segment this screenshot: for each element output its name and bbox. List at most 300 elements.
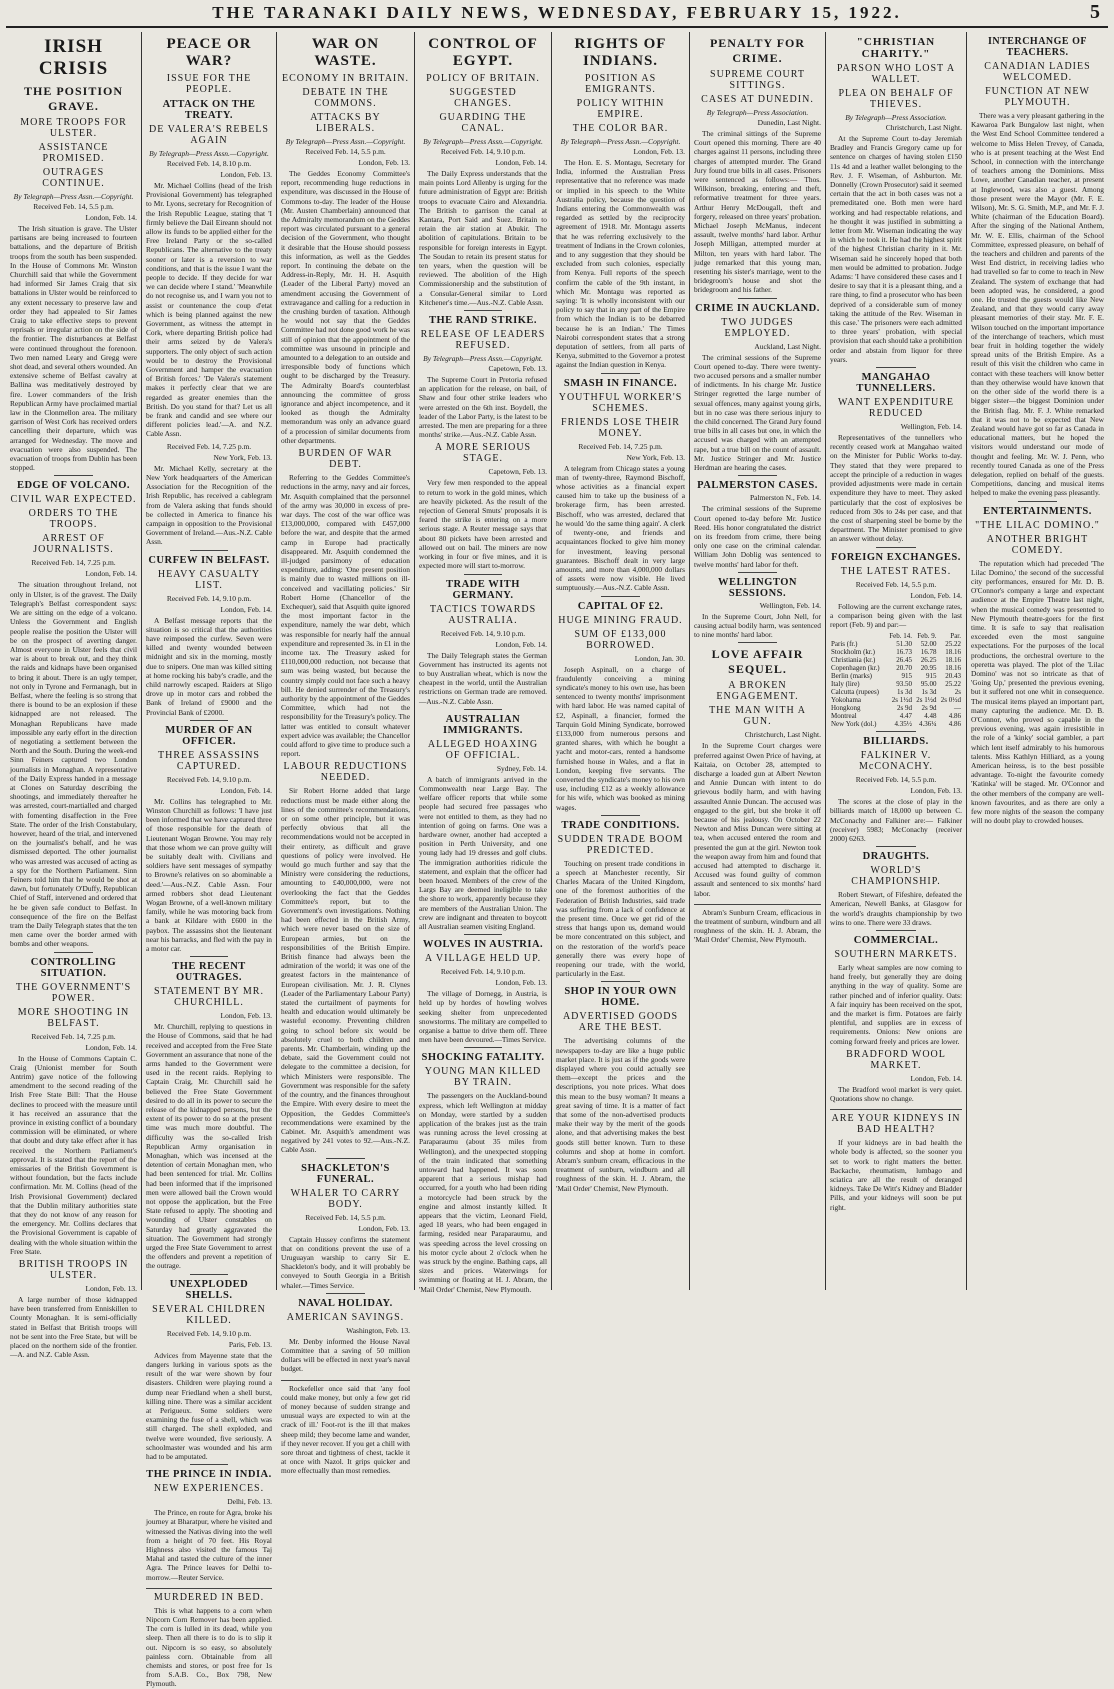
dateline: London, Feb. 14. [85,569,137,579]
section-subheading: THE GOVERNMENT'S POWER. [15,981,132,1004]
article-body: Robert Stewart, of Fifeshire, defeated the American, Newell Banks, at Glasgow for the world's draughts championship by two wins to one. There were 33 draws. [830,890,962,927]
rate-cell: 4.48 [924,712,937,721]
table-row [830,704,962,712]
subheadline: THE POSITION GRAVE. [23,84,124,113]
dateline: Christchurch, Last Night. [885,123,962,132]
rate-cell: 26.45 [896,656,912,665]
divider [146,1588,272,1589]
section-subheading: SUDDEN TRADE BOOM PREDICTED. [557,833,684,856]
section-heading: CAPITAL OF £2. [577,600,664,612]
dateline: London, Feb. 13. [220,170,272,179]
article-body: Captain Hussey confirms the statement that on conditions prevent the use of a Uruguayan warship to carry Sir E. Shackleton's body, and it will probably be conveyed to South Georgia in a British whaler.—Times Service. [281,1234,410,1290]
section-heading: SMASH IN FINANCE. [563,377,678,389]
dateline: London, Jan. 30. [634,653,685,663]
dateline: London, Feb. 14. [495,639,547,649]
table-header: Feb. 9. [917,632,937,641]
article-body: In the Supreme Court charges were preferred against Owen Price of having, at Kaitaia, on October 28, attempted to discharge a loaded gun at Albert Newton and Annie Duncan with intent to do grievous bodily harm, and with having assaulted Annie Duncan. The accused was engaged to the girl, but she broke it off because of his jealousy. On October 22 Newton and Miss Duncan were sitting at tea, when accused entered the room and presented the gun at the girl. Newton took the weapon away from him and found that accused had attempted to discharge it. Accused was found guilty of common assault and sentenced to six months' hard labor. [694,741,821,898]
subheadline: DE VALERA'S REBELS AGAIN [148,124,269,146]
headline: "CHRISTIAN CHARITY." [856,36,936,60]
dateline: Wellington, Feb. 14. [759,600,821,610]
section-heading: DRAUGHTS. [862,851,930,863]
divider [738,475,776,476]
rate-cell: 2s 9d [897,704,912,713]
article-body: Following are the current exchange rates, a comparison being given with the last report (Feb. 9) and par:— [830,601,962,629]
rate-cell: 26.25 [920,656,937,665]
article-body: The village of Dornegg, in Austria, is held up by hordes of howling wolves seeking shelter from unprecedented snowstorms. The military are compelled to organise a battue to drive them off. Three men have been devoured.—Times Service. [419,989,547,1045]
section-subheading: CIVIL WAR EXPECTED. [10,494,137,506]
article-body: The scores at the close of play in the billiards match of 18,000 up between C. McConachy and Falkiner are:— Falkiner (receiver) 5983; McConachy (receiver 2000) 6263. [830,797,962,843]
received-time: Received Feb. 14, 9.10 p.m. [166,1328,252,1338]
divider [54,475,92,476]
section-subheading: TACTICS TOWARDS AUSTRALIA. [429,603,537,626]
subheadline: CANADIAN LADIES WELCOMED. [984,61,1091,83]
article-body: Mr. Churchill, replying to questions in the House of Commons, said that he had received and accepted from the Free State Government an assurance that none of the arms handed to the Government were used in the recent raids. Replying to Captain Craig, Mr. Churchill said he believed the Free State Government desired to do all in its power to secure the release of the kidnapped persons, but the extent of its power to do so at the present time was much more doubtful. The difficulty was the so-called Irish Republican Army organisation in Monaghan, which was incensed at the detention of certain Monaghan men, who had been sentenced for trial. Mr. Collins had been informed that if the imprisoned men were allowed bail the Crown would not oppose the application, but the Free State refused to apply. The shooting and wounding of Ulster constables on Saturday had greatly aggravated the situation. The Government had strongly urged the Free State Government to arrest the offenders and prevent a repetition of the outrage. [146,1022,272,1271]
section-subheading: ANOTHER BRIGHT COMEDY. [986,533,1089,556]
section-subheading: WHALER TO CARRY BODY. [290,1187,401,1210]
table-row [830,648,962,656]
dateline: London, Feb. 14. [910,590,962,600]
divider [190,956,228,957]
divider [876,846,916,847]
article-body: The Daily Express understands that the main points Lord Allenby is urging for the future administration of Egypt are: British troops to evacuate Cairo and Alexandria. The British to garrison the canal at Kantara, Port Said and Suez. Britain to retain the air station at Abukir. The abolition of capitulations. Britain to be responsible for foreign interests in Egypt. The Soudan to retain its present status for ten years, when the question will be reviewed. The abolition of the High Commissionership and the substitution of a Consular-General similar to Lord Kitchener's time.—Aus.-N.Z. Cable Assn. [419,169,547,307]
section-heading: FOREIGN EXCHANGES. [831,551,961,563]
headline: INTERCHANGE OF TEACHERS. [988,36,1087,58]
rate-cell: 1s 3d [897,688,912,697]
masthead [0,0,1114,28]
deck-line: ASSISTANCE PROMISED. [38,142,109,164]
subheadline: POSITION AS EMIGRANTS. [584,73,657,95]
rate-cell: 18.16 [945,656,961,665]
subheadline: DEBATE IN THE COMMONS. [302,87,389,109]
currency-name: Montreal [831,712,857,721]
section-subheading: SUM OF £133,000 BORROWED. [574,628,667,651]
dateline: London, Feb. 14. [220,785,272,795]
section-subheading: THREE ASSASSINS CAPTURED. [158,749,260,772]
rate-cell: 25.22 [945,680,961,689]
divider [464,574,502,575]
received-time: Received Feb. 14, 9.10 p.m. [166,774,252,784]
divider [464,310,502,311]
section-subheading: AMERICAN SAVINGS. [286,1311,405,1323]
byline: By Telegraph—Press Assn.—Copyright. [423,137,543,146]
divider [190,1274,228,1275]
currency-name: Christiania (kr.) [831,656,876,665]
byline: By Telegraph—Press Assn.—Copyright. [285,137,406,146]
dateline: London, Feb. 13. [85,1284,137,1294]
article-body: In the Supreme Court, John Nell, for causing actual bodily harm, was sentenced to nine months' hard labor. [694,611,821,640]
headline: IRISH CRISIS [38,36,109,79]
section-subheading: ADVERTISED GOODS ARE THE BEST. [562,1011,679,1034]
section-heading: THE RAND STRIKE. [428,315,538,327]
section-subheading: ORDERS TO THE TROOPS. [28,508,119,531]
advert-body: If your kidneys are in bad health the whole body is affected, so the sooner you set to work to right matters the better. Backache, rheumatism, lumbago and sciatica are all the result of deranged kidneys. Take De Witt's Kidney and Bladder Pills, and your kidneys will soon be put right. [830,1138,962,1212]
rate-cell: 52.00 [920,640,937,649]
subheadline: PARSON WHO LOST A WALLET. [836,63,956,85]
dateline: Dunedin, Last Night. [757,118,821,127]
rate-cell: 51.30 [896,640,912,649]
section-subheading: HEAVY CASUALTY LIST. [157,568,261,591]
section-heading: CRIME IN AUCKLAND. [695,302,820,314]
rate-cell: 4.47 [899,712,912,721]
column-war-on-waste [277,32,414,1476]
byline: By Telegraph—Press Assn.—Copyright. [149,149,269,158]
rate-cell: 93.50 [896,680,912,689]
rate-cell: 20.95 [920,664,937,673]
received-time: Received Feb. 14, 7.25 p.m. [31,558,116,568]
dateline: Christchurch, Last Night. [744,730,821,740]
section-subheading: HUGE MINING FRAUD. [558,614,683,626]
received-time: Received Feb. 14, 5.5 p.m. [33,202,114,211]
table-row [830,688,962,696]
article-body: Mr. Michael Kelly, secretary at the New York headquarters of the American Association for the Recognition of the Irish Republic, has received a cablegram from de Valera asking that funds should be collected in America to finance his campaign in opposition to the Provisional Government of Ireland.—Aus.-N.Z. Cable Assn. [146,463,272,547]
section-subheading: WORLD'S CHAMPIONSHIP. [851,865,941,888]
section-subheading: NEW EXPERIENCES. [153,1483,265,1495]
received-time: Received Feb. 14, 5.5 p.m. [855,775,937,785]
divider [190,1464,228,1465]
rate-cell: 2s 1½d [891,696,912,705]
section-heading: SHOCKING FATALITY. [421,1052,545,1064]
divider [830,1109,962,1110]
currency-name: New York (dol.) [831,720,877,729]
subheadline: SUPREME COURT SITTINGS. [710,69,805,91]
section-subheading: BURDEN OF WAR DEBT. [298,448,393,471]
section-heading: UNEXPLODED SHELLS. [169,1278,249,1301]
section-subheading: ALLEGED HOAXING OF OFFICIAL. [427,738,539,761]
divider [326,1158,365,1159]
advert-heading: ARE YOUR KIDNEYS IN BAD HEALTH? [831,1113,961,1136]
dateline: London, Feb. 14. [495,158,547,167]
divider [601,981,640,982]
divider [601,373,640,374]
subheadline: CASES AT DUNEDIN. [701,94,814,105]
section-heading: NAVAL HOLIDAY. [298,1297,393,1309]
byline: By Telegraph—Press Assn.—Copyright. [423,354,543,364]
byline: By Telegraph—Press Association. [706,108,809,117]
top-rule [6,26,1108,28]
section-subheading: YOUTHFUL WORKER'S SCHEMES. [558,391,683,414]
dateline: London, Feb. 13. [910,786,962,796]
section-heading: BILLIARDS. [863,736,929,748]
divider [601,815,640,816]
article-body: Joseph Aspinall, on a charge of fraudulently conceiving a mining syndicate's money to his own use, has been sentenced to twenty months' imprisonment with hard labor. He was named capital of £2, Aspinall, a financier, formed the Tarquin Gold Mining Syndicate, borrowed £133,000 from numerous persons and granted shares, with which he bought a yacht and motor-cars, rented a handsome furnished house in Wales, and a flat in London, keeping five servants. The converted the syndicate's money to his own use, including £12 as a weekly allowance for his wife, which was booked as mining wages. [556,664,685,812]
rate-cell: 4.86 [948,712,961,721]
dateline: Paris, Feb. 13. [228,1339,272,1349]
section-heading: CURFEW IN BELFAST. [148,554,270,566]
article-body: Representatives of the tunnellers who recently ceased work at Mangahao waited on the Minister for Public Works to-day. They stated that they were prepared to accept the principle of a reduction in wages provided adjustments were made in certain expenditure they have to meet. They asked particularly that the cost of explosives be reduced from 30s to 24s per case, and that the cost of sharpening steel be borne by the department. The Minister promised to give an answer without delay. [830,433,962,544]
currency-name: Stockholm (kr.) [831,648,875,657]
divider [464,934,502,935]
article-body: The passengers on the Auckland-bound express, which left Wellington at midday on Monday, were startled by a sudden application of the brakes just as the train was running across the level crossing at Paraparaumu (about 35 miles from Wellington), and the unexpected stopping of the train indicated that something untoward had happened. It was soon apparent that a serious mishap had occurred, for a youth who had been riding a motorcycle had been struck by the engine and almost instantly killed. It appears that the victim, Leonard Field, aged 18 years, who had been engaged in farming, resided near Paraparaumu, and was speeding across the level crossing on his motor cycle about 2 o'clock when he was struck by the engine. Bathing caps, all sizes and prices. Waterwings for swimming or floating at H. J. Abram, the 'Mail Order' Chemist, New Plymouth. [419,1091,547,1294]
section-subheading: SOUTHERN MARKETS. [834,948,958,960]
article-body: Referring to the Geddes Committee's reductions in the army, navy and air forces, Mr. Asquith complained that the personnel of the army was 30,000 in excess of pre-war days. The cost of the war office was £13,000,000, compared with £457,000 before the war, and despite that the armed camp in Europe had practically disappeared. Mr. Asquith condemned the ill-judged parsimony of education expenditure, adding: 'One present position is mainly due to wasted millions on ill-conceived and vacillating policies.' Sir Robert Horne (Chancellor of the Exchequer), said that Asquith quite ignored the most important factor in the expenditure, namely the war debt, which was responsible for nearly half the annual expenditure and represented 3s. in £1 in the income tax. The Treasury asked for £110,000,000 reduction, not because that sum was being wasted, but because the country simply could not face such a heavy bill. He denied surrender of the Treasury's authority by the appointment of the Geddes Committee, which had not the responsibility for the Treasury's policy. The latter was entitled to consult whatever expert advice was available; the Chancellor could afford to give time to produce such a report. [281,473,410,759]
rate-cell: 20.43 [945,672,961,681]
rate-cell: 18.16 [945,648,961,657]
section-heading: MURDER OF AN OFFICER. [165,724,253,747]
section-heading: CONTROLLING SITUATION. [30,956,117,979]
article-body: Mr. Michael Collins (head of the Irish Provisional Government) has telegraphed to Mr. Lyons, secretary for Recognition of the Irish Republic League, stating that 'I firmly believe the Dail Eireann should not allow its funds to be applied either for the Free Ireland Party or the so-called Republicans. The alternative to the treaty sooner or later is a reversion to war conditions, and that is the issue I want the people to decide. If they decide for war we can decide where I stand.' 'Meanwhile do not recognise us, and I warn you not to assist or countenance the coup d'etat which is being planned against the new Government, as witness the attempt in Cork, where departing British police had their arms seized by de Valera's supporters. The only object of such action would be to destroy the Provisional Government and hamper the evacuation of British forces.' 'De Valera's statement makes it perfectly clear that we are regarded as greater enemies than the British. Do you stand for that? Let us all be frank and candid and see where our different policies lead.'—A. and N.Z. Cable Assn. [146,181,272,439]
section-subheading: BRADFORD WOOL MARKET. [846,1048,946,1071]
received-time: Received Feb. 14, 7.25 p.m. [578,441,663,451]
subheadline: THE COLOR BAR. [572,123,669,134]
dateline: London, Feb. 14. [85,213,137,222]
section-subheading: FRIENDS LOSE THEIR MONEY. [561,416,680,439]
article-body: There was a very pleasant gathering in the Kawaroa Park Bungalow last night, when the West End School Committee tendered a welcome to Miss Helen Trevey, of Canada, who is at present teaching at the West End School, in connection with the interchange of teachers among the Dominions. Miss Lowe, another Canadian teacher, at present at Inglewood, was also a guest. Among those present were the Mayor (Mr. F. E. Wilson), Mr. S. G. Smith, M.P., and Mr. F. J. White (chairman of the Education Board). After the singing of the National Anthem, Mr. W. E. Ellis, chairman of the School Committee, expressed pleasure, on behalf of the teachers and children and parents of the West End district, in receiving ladies who had travelled so far to come to teach in New Zealand. The system of exchange that had been adopted was, he considered, a good one. He trusted the guests would like New Zealand, and that they would carry away pleasant memories of their stay. Mr. F. E. Wilson touched on the important importance of the interchange of teachers, which must bear fruit in holding together the widely spread units of the British Empire. As a result of this visit the children who came in contact with these teachers will know better than they otherwise would have known that on the other side of the world there is a bigger sister—the biggest Dominion under the British flag. Mr. F. J. White remarked that it was not to be expected that New Zealand would have got so far as Canada in educational matters, but he hoped the visitors would understand our mode of thought and feeling. Mr. W. J. Penn, who recently toured Canada as one of the Press delegation, replied on behalf of the guests. Competitions, dancing and musical items helped to make the evening pass pleasantly. [971,111,1104,498]
table-header [830,632,886,640]
rate-cell: 4.35½ [894,720,912,729]
rate-cell: 25.22 [945,640,961,649]
exchange-rates-body [830,640,962,728]
exchange-rates-table [830,632,962,728]
table-row [830,656,962,664]
article-body: Mr. Collins has telegraphed to Mr. Winston Churchill as follows: 'I have just been informed that we have captured three of those responsible for the death of Lieutenant Wogan Browne. You may rely that those whom we can prove guilty will be suitably dealt with. Civilians and soldiers have sent messages of sympathy to Browne's relatives on so abominable a deed.'—Aus.-N.Z. Cable Assn. Four armed robbers shot dead Lieutenant Wogan Browne, of a well-known military family, while he was motoring back from a bank at Kildare with £600 in the paybox. The assassins shot the lieutenant near his barracks, and fled with the pay in a motor car. [146,796,272,953]
dateline: Delhi, Feb. 13. [227,1497,272,1507]
dateline: London, Feb. 13. [220,1011,272,1021]
rate-cell: — [954,704,961,713]
dateline: New York, Feb. 13. [213,452,272,462]
dateline: Auckland, Last Night. [754,341,821,351]
subheadline: ISSUE FOR THE PEOPLE. [166,73,252,95]
section-heading: EDGE OF VOLCANO. [16,480,131,492]
article-body: The reputation which had preceded 'The Lilac Domino,' the second of the successful city performances, ensured for Mr. D. B. O'Connor's company a large and expectant audience at the Empire Theatre last night, when the musical comedy was presented to New Plymouth theatre-goers for the first time. It is safe to say that realisation exceeded even the most sanguine expectations. For the purposes of the local productions, the orchestral overture to the operetta was played. The plot of the 'Lilac Domino' was not so intricate as that of 'Going Up,' presented the previous evening, but it suffered not one whit in consequence. The musical items played an important part, many capturing the audience. Mr. D. B. O'Connor, who proved so capable in the previous evening, was again irresistible in the role of a 'kinky' social gambler, a part which lent itself admirably to his humorous talents. Miss Kathlyn Hilliard, as a young American heiress, is to the best possible advantage. To-night the favourite comedy 'Katinka' will be staged. Mr. O'Connor and the other members of the company are well-known favourites, and as there are only a few more nights of the season the company will no doubt play to crowded houses. [971,558,1104,826]
section-subheading: YOUNG MAN KILLED BY TRAIN. [424,1066,542,1089]
dateline: Capetown, Feb. 13. [488,467,547,477]
article-body: In the House of Commons Captain C. Craig (Unionist member for South Antrim) gave notice of the following amendment to the second reading of the Irish Free State Bill: That the House declines to proceed with the measure until it has received an assurance that the province in existing conflict of a boundary commission will be eliminated, or where that doubt and duty take effect after it has received the Northern Parliament's approval. It is stated that the report of the emissaries of the British Government is without foundation, but the facts include confirmation. Mr. M. Collins (head of the Irish Provisional Government) declared that the Dublin military authorities state that they do not know of any reason for the emergency. Mr. Collins declares that the Provisional Government is capable of dealing with the whole situation within the Free State. [10,1053,137,1256]
dateline: Capetown, Feb. 13. [488,364,547,374]
table-row [830,712,962,720]
currency-name: Paris (fr.) [831,640,858,649]
rate-cell: 915 [901,672,912,681]
dateline: Washington, Feb. 13. [346,1325,410,1335]
article-body: Touching on present trade conditions in a speech at Manchester recently, Sir Charles Macara of the United Kingdom, one of the foremost authorities of the Federation of British Industries, said trade was suffering from a lack of confidence at the present time. Once we get rid of the stress that hangs upon us, demand would be more concentrated on this subject, and on the restoration of the world's peace generally there was every hope of reopening our trade, with the world, particularly in the East. [556,858,685,979]
article-body: Early wheat samples are now coming to hand freely, but generally they are doing anything in the way of quality. Some are rather pinched and of inferior quality. Oats: A fair inquiry has been received on the spot, and the market is firm. Potatoes are fairly plentiful, and supplies are in excess of requirements. Onions: New onions are coming forward freely and prices are lower. [830,962,962,1046]
subheadline: ATTACKS BY LIBERALS. [310,112,381,134]
subheadline: ATTACK ON THE TREATY. [162,99,256,121]
dateline: London, Feb. 13. [495,978,547,988]
table-row [830,680,962,688]
section-heading: SHOP IN YOUR OWN HOME. [564,986,677,1009]
advert-body: This is what happens to a corn when Nipcorn Corn Remover has been applied. The corn is lulled in its dead, while you sleep. Then all there is to do is to slip it out. Nipcorn is so easy, so absolutely painless corn. Obtainable from all chemists and stores, or post free for 1s from S.A.B. Co., Box 798, New Plymouth. [146,1605,272,1689]
subheadline: GUARDING THE CANAL. [439,112,527,134]
currency-name: Berlin (marks) [831,672,873,681]
article-body: The criminal sessions of the Supreme Court opened to-day. There were twenty-two accused persons and a smaller number of indictments. In his charge Mr. Justice Stringer regretted the large number of sexual offences, many against young girls, but in no case was there serious injury to the child concerned. The Grand Jury found true bills in all cases but one, in which the accused was charged with an attempted rape, but a true bill on the count of assault. Mr. Justice Stringer and Mr. Justice Herdman are hearing the cases. [694,352,821,473]
rate-cell: 18.16 [945,664,961,673]
subheadline: FUNCTION AT NEW PLYMOUTH. [985,86,1090,108]
received-time: Received Feb. 14, 5.5 p.m. [855,579,937,589]
divider [54,952,92,953]
section-subheading: A BROKEN ENGAGEMENT. [716,680,799,703]
rate-cell: 2s 9d [921,704,937,713]
article-body: Very few men responded to the appeal to return to work in the gold mines, which are heavily picketed. As the result of the rejection of General Smuts' proposals it is feared the strike is entering on a more serious stage. A Reuter message says that about 80 pickets have been arrested and allowed out on bail. The miners are now working in four or five mines, and it is expected more will start to-morrow. [419,478,547,571]
article-body: Sir Robert Horne added that large reductions must be made either along the lines of the committee's recommendations, or on some other principle, but it was perfectly obvious that all the recommendations would not be accepted in their entirety, as difficult and grave questions of policy were involved. He would go much further and say that the Ministry were considering the reductions, amounting to £40,000,000, were not overlooking the fact that the Geddes Committee's report, but to the Government's own investigations. Nothing had been effected in the British Army, which were never based on the size of European armies, but on the responsibilities of the British Empire. British finance had always been the admiration of the world; it was one of the greatest factors in the maintenance of European civilisation. Mr. J. R. Clynes (Leader of the Parliamentary Labour Party) stated the curtailment of payments for health and education would ultimately be wasteful economy. Preventing children going to school before six would be absolutely cruel to both children and parents. Mr. Chamberlain, winding up the debate, said the Government could not delegate to the committee a decision, for which Ministers were responsible. The Government was responsible for the safety of the country, and the finances throughout the Empire. With every desire to meet the Opposition, the Geddes Committee's recommendations were examined by the Cabinet. Mr. Asquith's amendment was negatived by 241 votes to 92.—Aus.-N.Z. Cable Assn. [281,786,410,1155]
dateline: Wellington, Feb. 14. [900,422,962,432]
section-subheading: THE MAN WITH A GUN. [709,705,806,728]
column-peace-or-war [142,32,276,1689]
dateline: London, Feb. 13. [358,1223,410,1233]
article-body: The Hon. E. S. Montagu, Secretary for India, informed the Australian Press representative that no reference was made or implied in his speech to the White Australia policy, because the question of Indians entering the Commonwealth was regarded as settled by the reciprocity agreement of 1918. Mr. Montagu asserts that he was referring exclusively to the treatment of Indians in the Crown colonies, and to any suggestion that they should be excluded from such colonies, especially from Kenya. Full reports of the speech confirm the cable of the 9th instant, in which Mr. Montagu was reported as saying: 'It is wholly inconsistent with our policy to say that in any part of the Empire from which the Indian is to be debarred because he is an Indian.' The Times Nairobi correspondent states that a strong deputation of settlers, from all parts of Kenya, submitted to the Governor a protest against the Indian question in Kenya. [556,158,685,370]
divider [1018,501,1058,502]
section-subheading: A VILLAGE HELD UP. [424,953,542,965]
advert-heading: MURDERED IN BED. [153,1591,265,1603]
section-heading: AUSTRALIAN IMMIGRANTS. [443,713,523,736]
received-time: Received Feb. 14, 7.25 p.m. [31,1031,116,1041]
article-body: The Irish situation is grave. The Ulster partisans are being increased to fourteen battalions, and the departure of British troops from the south has been suspended. In the House of Commons Mr. Winston Churchill said that while the Government had informed Sir James Craig that six battalions in Ulster would be reinforced to any extent necessary to preserve law and order they had appealed to Sir James Craig to take effective steps to prevent reprisals or irregular action on the side of the frontier. The disturbances at Belfast were continued throughout the forenoon. Two men named Leary and Gregg were shot dead, and several others wounded. An extensive scheme of Belfast cavalry at Ballina was meditatively destroyed by fire. Lower commanders of the Irish Republican Army have proclaimed martial law in the Clonmellon area. The military garrison of West Cork has received orders cancelling their departure, which was arranged for Wednesday. The move and evacuation were also suspended. The evacuation of troops from Dublin has been stopped. [10,224,137,473]
rate-cell: 2s [954,688,961,697]
subheadline: PLEA ON BEHALF OF THIEVES. [838,88,954,110]
received-time: Received Feb. 14, 9.10 p.m. [440,147,526,156]
subheadline: POLICY OF BRITAIN. [426,73,540,84]
rate-cell: 16.78 [920,648,937,657]
dateline: Sydney, Feb. 14. [496,763,547,773]
received-time: Received Feb. 14, 9.10 p.m. [440,967,526,977]
column-rights-of-indians [552,32,689,1290]
rate-cell: 2s 1½d [916,696,937,705]
received-time: Received Feb. 14, 5.5 p.m. [305,147,386,156]
received-time: Received Feb. 14, 7.25 p.m. [166,441,252,451]
section-subheading: A MORE SERIOUS STAGE. [434,442,532,465]
section-subheading: "THE LILAC DOMINO." [975,519,1100,531]
received-time: Received Feb. 14, 9.10 p.m. [166,593,252,603]
section-subheading: ARREST OF JOURNALISTS. [33,533,114,556]
table-header: Feb. 14. [889,632,912,641]
dateline: New York, Feb. 13. [626,452,685,462]
section-subheading: BRITISH TROOPS IN ULSTER. [18,1259,129,1282]
table-row [830,672,962,680]
article-body: The Bradford wool market is very quiet. Quotations show no change. [830,1084,962,1103]
article-body: The criminal sessions of the Supreme Court opened to-day before Mr. Justice Reed. His honor congratulated the district on its freedom from crime, there being only one case on the criminal calendar. William John Doblig was sentenced to twelve months' hard labor for theft. [694,504,821,569]
article-body: The criminal sittings of the Supreme Court opened this morning. There are 40 charges against 11 persons, including three charges of attempted murder. The Grand Jury found true bills in all cases. Prisoners were sentenced as follows:— Thos. Wilkinson, breaking, entering and theft, reformative treatment for three years. Arthur Henry McDougall, theft and forgery, released on three years' probation. Michael Joseph McManus, indecent assault, twelve months' hard labor. Arthur Joseph Milligan, attempted murder at Milton, ten years with hard labor. The judge remarked that this young man, resenting his sister's marriage, went to the bridegroom's house and shot the bridegroom and his father. [694,129,821,295]
column-irish-crisis [6,32,141,1360]
divider [326,1293,365,1294]
section-heading: THE RECENT OUTRAGES. [172,961,246,984]
section-subheading: TWO JUDGES EMPLOYED. [721,316,794,339]
divider [464,1047,502,1048]
section-heading: PALMERSTON CASES. [697,480,818,492]
dateline: London, Feb. 14. [85,1042,137,1052]
section-heading: ENTERTAINMENTS. [983,505,1092,517]
section-heading: THE PRINCE IN INDIA. [146,1469,272,1481]
divider [876,367,916,368]
divider [464,709,502,710]
article-body: A large number of those kidnapped have been transferred from Enniskillen to County Monaghan. It is semi-officially stated in Belfast that British troops will not be sent into the Free State, but will be placed on the northern side of the frontier.—A. and N.Z. Cable Assn. [10,1295,137,1360]
article-body: At the Supreme Court to-day Jeremiah Bradley and Francis Gregory came up for sentence on charges of having stolen £150 11s 4d and a leather wallet belonging to the Rev. J. F. Wiseman, of Ashburton. Mr. Donnelly (Crown Prosecutor) said it seemed certain that the act in both cases was not a premeditated one. Both men were hard working and had respectable relations, and he thought it was justified in submitting a letter from Mr. Wiseman indicating the way in which he took it. He had the highest spirit of the highest Christian charity in it. Mr. Wiseman said he sincerely hoped that both men would be admitted to probation. Judge Adams: 'I have considered these cases and I desire to say that it is a pleasant thing, and a rare thing, to find a prosecutor who has been deprived of a considerable sum of money taking the attitude of the Rev. Wiseman in this case.' The prisoners were each admitted to three years' probation, with special provision that each should take a prohibition order and abstain from liquor for three years. [830,134,962,364]
page-number: 5 [1090,1,1100,23]
divider [601,596,640,597]
dateline: London, Feb. 14. [910,1073,962,1083]
headline: PENALTY FOR CRIME. [709,36,806,65]
article-body: The advertising columns of the newspapers to-day are like a huge public market place. It is just as if the goods were displayed where you could actually see them—except the prices and the descriptions, you note prices. What does this mean to the busy woman? It means a great saving of time. It is a matter of fact that some of the non-advertised products make their way by the merit of the goods alone, and that advertising makes the best goods still better known. Turn to these columns and shop at home in comfort. Abram's sunburn cream, efficacious in the treatment of sunburn, windburn and all roughness of the skin. H. J. Abram, the 'Mail Order' Chemist, New Plymouth. [556,1036,685,1193]
divider [876,547,916,548]
dateline: London, Feb. 13. [358,158,410,167]
section-heading: WELLINGTON SESSIONS. [718,576,797,599]
currency-name: Yokohama [831,696,862,705]
section-subheading: FALKINER V. McCONACHY. [859,750,933,773]
section-subheading: THE LATEST RATES. [840,565,952,577]
column-penalty-for-crime [690,32,825,1290]
currency-name: Hongkong [831,704,861,713]
currency-name: Calcutta (rupees) [831,688,880,697]
divider [876,930,916,931]
deck-line: OUTRAGES CONTINUE. [42,167,105,189]
rate-cell: 95.00 [920,680,937,689]
section-subheading: WANT EXPENDITURE REDUCED [837,397,955,420]
divider [738,642,776,643]
section-heading: TRADE CONDITIONS. [561,819,680,831]
section-heading: TRADE WITH GERMANY. [446,578,520,601]
section-subheading: STATEMENT BY MR. CHURCHILL. [154,986,264,1009]
headline: CONTROL OF EGYPT. [428,36,538,69]
section-heading: COMMERCIAL. [853,934,939,946]
byline: By Telegraph—Press Association. [845,113,947,122]
subheadline: SUGGESTED CHANGES. [449,87,517,109]
article-body: Advices from Mayenne state that the dangers lurking in various spots as the result of the war were shown by four disasters. Children were playing round a dump near Friedland when a shell burst, killing nine. There was a similar accident at Perigueux. Some soldiers were examining the fuse of a shell, which was still charged. The shell exploded, and twelve were wounded, five seriously. A schoolmaster was wounded and his arm had to be amputated. [146,1350,272,1461]
byline: By Telegraph—Press Assn.—Copyright. [13,192,134,201]
section-subheading: SEVERAL CHILDREN KILLED. [152,1303,266,1326]
article-body: The Supreme Court in Pretoria refused an application for the release, on bail, of Shaw and four other strike leaders who were arrested on the 6th inst. Boydell, the leader of the Labor Party, is the latest to be arrested. The men are preparing for a three months' strike.—Aus.-N.Z. Cable Assn. [419,375,547,440]
rate-cell: 1s 3d [921,688,937,697]
table-header-row [830,632,962,640]
table-row [830,640,962,648]
rate-cell: 16.73 [896,648,912,657]
divider [738,298,776,299]
subheadline: POLICY WITHIN EMPIRE. [576,98,665,120]
article-body: The Daily Telegraph states the German Government has instructed its agents not to buy Australian wheat, which is now the cheapest in the world, until the Australian restrictions on German trade are removed.—Aus.-N.Z. Cable Assn. [419,650,547,706]
advert-body: Rockefeller once said that 'any fool could make money, but only a few get rid of money because of sudden strange and unusual ways are expected to win at the crack of ill.' Foot-rot is the ill that makes sheep mild; they become lame and wander, if they never recover. If you get a chill with sore throat and tightness of chest, tackle it at once with Nazol. It grips quicker and more effectually than most remedies. [281,1383,410,1476]
section-heading: WOLVES IN AUSTRIA. [422,939,544,951]
article-body: The Geddes Economy Committee's report, recommending huge reductions in expenditure, was discussed in the House of Commons to-day. The leader of the House (Mr. Austen Chamberlain) announced that the Admiralty memorandum on the Geddes report was circulated pursuant to a general decision of the Government, who thought it desirable that the House should possess this information, as well as the Geddes report. In continuing the debate on the Address-in-Reply, Mr. H. H. Asquith (Leader of the Liberal Party) moved an amendment accusing the Government of extravagance and calling for a reduction in the crushing burden of taxation. Although he would not say that the Geddes Committee had not done good work he was still of opinion that the appointment of the committee was unsound in principle and amounted to a delegation to an outside and irresponsible body of functions which ought to be discharged by the Treasury. The Admiralty Board's counterblast announcing the committee of gross ignorance and abject incompetence, and it looked as though the Admiralty memorandum was only an advance guard of a procession of similar documents from other departments. [281,169,410,445]
deck-line: MORE TROOPS FOR ULSTER. [20,117,127,139]
currency-name: Copenhagen (kr.) [831,664,880,673]
section-heading: LOVE AFFAIR SEQUEL. [711,647,804,677]
divider [190,720,228,721]
rate-cell: 2s 0½d [940,696,961,705]
byline: By Telegraph—Press Assn.—Copyright. [560,137,681,146]
rate-cell: 915 [925,672,937,681]
dateline: London, Feb. 14. [220,604,272,614]
article-body: The Prince, en route for Agra, broke his journey at Bharatpur, where he visited and witnessed the Nativas diving into the well from a height of 70 feet. His Royal Highness also visited the famous Taj Mahal and tasted the culture of the inner Agra. The Prince leaves for Delhi to-morrow.—Reuter Service. [146,1508,272,1582]
section-subheading: RELEASE OF LEADERS REFUSED. [420,329,546,352]
divider [876,731,916,732]
headline: RIGHTS OF INDIANS. [574,36,667,69]
divider [738,572,776,573]
currency-name: Italy (lire) [831,680,860,689]
divider [694,904,821,905]
table-row [830,720,962,728]
received-time: Received Feb. 14, 9.10 p.m. [440,628,526,638]
dateline: Palmerston N., Feb. 14. [749,493,821,503]
rate-cell: 4.86 [948,720,961,729]
article-body: The situation throughout Ireland, not only in Ulster, is of the gravest. The Daily Telegraph's Belfast correspondent says: We are sitting on the edge of a volcano. Unless the Government and English people realise the position the Ulster will be on the prospect of averting danger. Almost everyone in Ulster feels that civil war is about to break out, and they think the raids and kidnaps have been organised to bring it about. There is an ugly temper, not only in Tyrone and Fermanagh, but in Belfast, where the feeling is so strong that there is bound to be an explosion if these kidnapped are not released. The Monaghan Republicans have made impossible any early effort in the direction of negotiating a settlement between the North and the South. During the week-end Sinn Feiners captured two London journalists in Monaghan. A representative of the Daily Express handed in a message at Clones on Saturday describing the shootings, and immediately thereafter he was arrested, court-martialled and charged with fomenting disaffection in the Free State. The order of the Irish Constabulary, however, heard of the trial, and intervened on the journalist's behalf, and he was dismissed deported. The other journalist who was arrested was accused of acting as a spy for the Northern Parliament. Sinn Feiners told him that he would be shot at dawn, but fortunately O'Duffy, Republican Chief of Staff, intervened and ordered that he be given safe conduct to Belfast. In consequence of the fire on the Belfast tram the Daily Telegraph states that the ten men came over the border armed with bombs and other weapons. [10,580,137,949]
headline: PEACE OR WAR? [166,36,252,69]
section-subheading: LABOUR REDUCTIONS NEEDED. [283,761,408,784]
article-body: A Belfast message reports that the situation is so critical that the authorities have reimposed the curfew. Seven were killed and twenty wounded between midnight and six in the morning, mostly due to snipers. One man was killed sitting at home rocking his baby's cradle, and the child narrowly escaped. Raiders at Sligo drove up in motor cars and robbed the Bank of Ireland of £9000 and the Provincial Bank of £2000. [146,615,272,717]
dateline: London, Feb. 13. [633,147,685,156]
section-heading: SHACKLETON'S FUNERAL. [301,1162,390,1185]
table-row [830,696,962,704]
table-header: Par. [950,632,961,641]
headline: WAR ON WASTE. [311,36,380,69]
received-time: Received Feb. 14, 5.5 p.m. [305,1212,386,1222]
rate-cell: 4.36¼ [918,720,937,729]
article-body: Mr. Denby informed the House Naval Committee that a saving of 50 million dollars will be effected in next year's naval budget. [281,1336,410,1374]
section-subheading: MORE SHOOTING IN BELFAST. [17,1006,130,1029]
rate-cell: 20.70 [896,664,912,673]
divider [281,1380,410,1381]
masthead-title: THE TARANAKI DAILY NEWS, WEDNESDAY, FEBRUARY 15, 1922. [212,3,902,22]
column-interchange-of-teachers [967,32,1108,1290]
received-time: Received Feb. 14, 8.10 p.m. [166,159,252,168]
divider [190,550,228,551]
subheadline: ECONOMY IN BRITAIN. [282,73,409,84]
